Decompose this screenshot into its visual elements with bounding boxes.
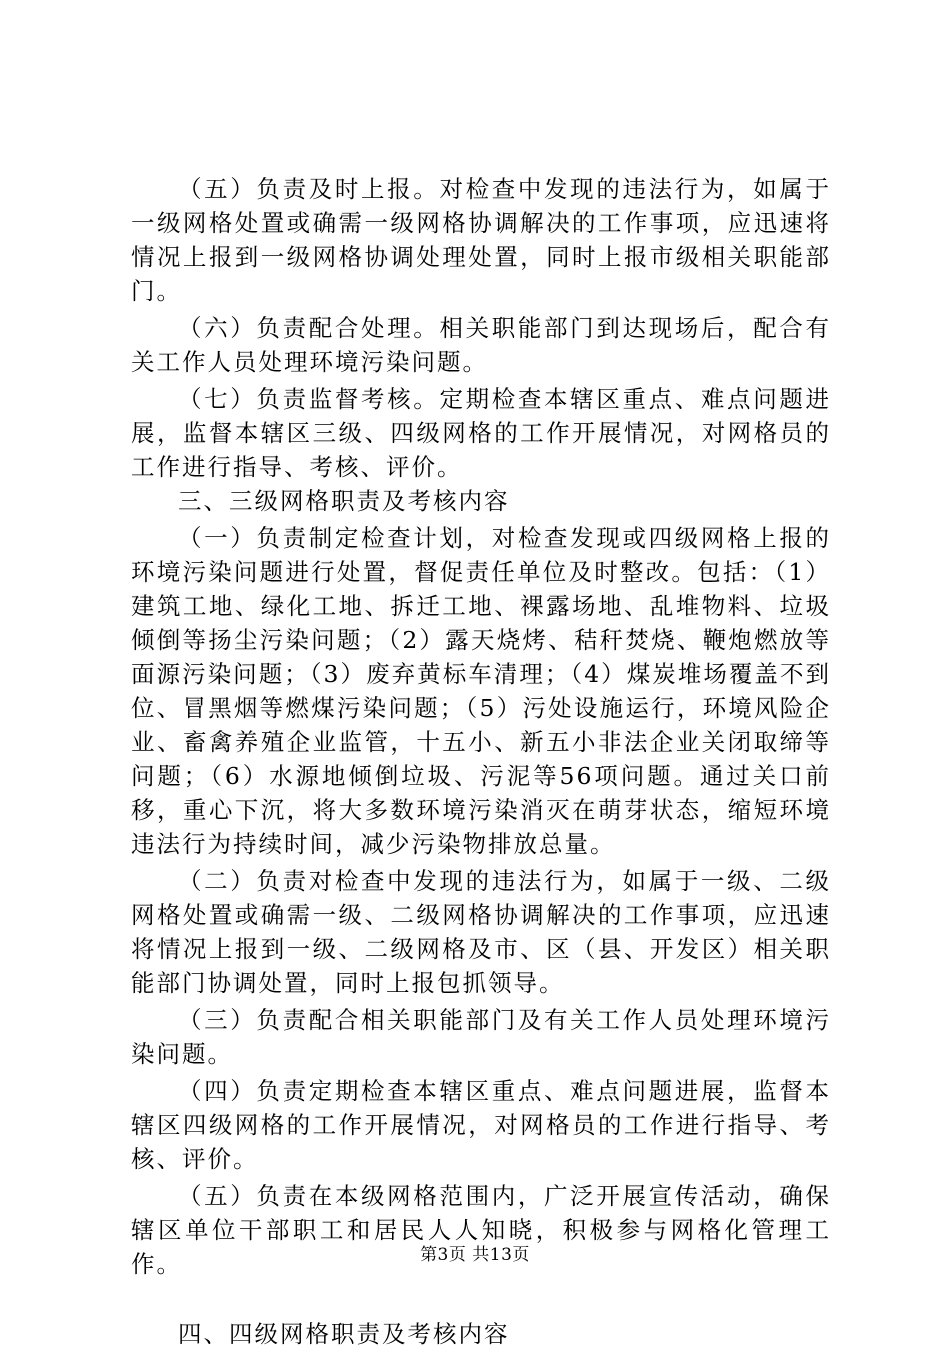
paragraph-3-5-publicity: （五）负责在本级网格范围内，广泛开展宣传活动，确保辖区单位干部职工和居民人人知晓，积极参与网格化管理工作。 xyxy=(131,1182,831,1278)
paragraph-5-report: （五）负责及时上报。对检查中发现的违法行为，如属于一级网格处置或确需一级网格协调解决的工作事项，应迅速将情况上报到一级网格协调处理处置，同时上报市级相关职能部门。 xyxy=(131,175,831,305)
paragraph-7-supervise: （七）负责监督考核。定期检查本辖区重点、难点问题进展，监督本辖区三级、四级网格的工作开展情况，对网格员的工作进行指导、考核、评价。 xyxy=(131,385,831,481)
paragraph-3-2-report: （二）负责对检查中发现的违法行为，如属于一级、二级网格处置或确需一级、二级网格协调解决的工作事项，应迅速将情况上报到一级、二级网格及市、区（县、开发区）相关职能部门协调处置，同时上报包抓领导。 xyxy=(131,867,831,997)
section-heading-level-4: 四、四级网格职责及考核内容 xyxy=(178,1320,510,1348)
paragraph-3-4-supervise: （四）负责定期检查本辖区重点、难点问题进展，监督本辖区四级网格的工作开展情况，对网格员的工作进行指导、考核、评价。 xyxy=(131,1077,831,1173)
section-heading-level-3: 三、三级网格职责及考核内容 xyxy=(178,487,510,515)
page-number-footer: 第3页 共13页 xyxy=(420,1245,530,1265)
paragraph-3-1-inspection-plan: （一）负责制定检查计划，对检查发现或四级网格上报的环境污染问题进行处置，督促责任单位及时整改。包括：（1）建筑工地、绿化工地、拆迁工地、裸露场地、乱堆物料、垃圾倾倒等扬尘污染问题；（2）露天烧烤、秸秆焚烧、鞭炮燃放等面源污染问题；（3）废弃黄标车清理；（4）煤炭堆场覆盖不到位、冒黑烟等燃煤污染问题；（5）污处设施运行，环境风险企业、畜禽养殖企业监管，十五小、新五小非法企业关闭取缔等问题；（6）水源地倾倒垃圾、污泥等56项问题。通过关口前移，重心下沉，将大多数环境污染消灭在萌芽状态，缩短环境违法行为持续时间，减少污染物排放总量。 xyxy=(131,524,831,858)
paragraph-6-cooperate: （六）负责配合处理。相关职能部门到达现场后，配合有关工作人员处理环境污染问题。 xyxy=(131,314,831,376)
document-body xyxy=(131,172,831,1351)
paragraph-3-3-cooperate: （三）负责配合相关职能部门及有关工作人员处理环境污染问题。 xyxy=(131,1006,831,1068)
